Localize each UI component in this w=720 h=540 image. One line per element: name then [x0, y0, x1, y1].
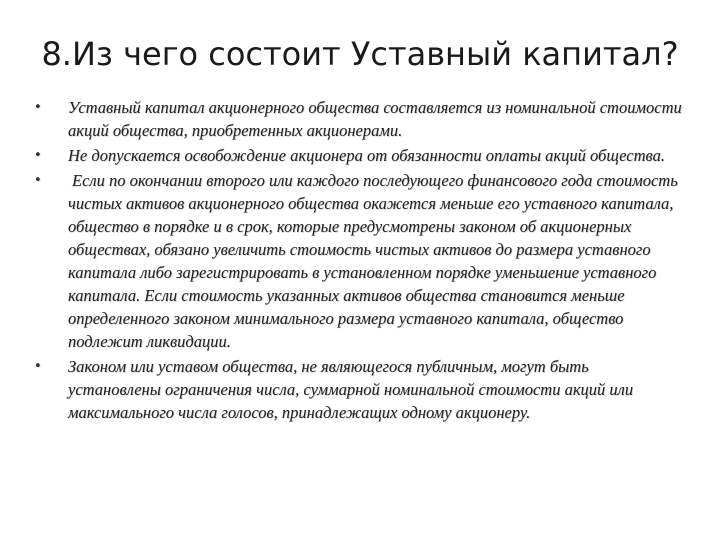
bullet-item	[34, 169, 684, 353]
bullet-text: Не допускается освобождение акционера от обязанности оплаты акций общества.	[68, 146, 665, 165]
bullet-icon: •	[34, 173, 42, 188]
bullet-icon: •	[34, 148, 42, 163]
bullet-item	[34, 144, 684, 167]
bullet-icon: •	[34, 100, 42, 115]
bullet-text: Законом или уставом общества, не являющегося публичным, могут быть установлены ограничения числа, суммарной номинальной стоимости акций или максимального числа голосов, принадлежащих одному акционеру.	[68, 357, 634, 422]
bullet-item	[34, 355, 684, 424]
bullet-text: Уставный капитал акционерного общества составляется из номинальной стоимости акций общества, приобретенных акционерами.	[68, 98, 682, 140]
bullet-list	[34, 96, 684, 426]
bullet-icon: •	[34, 359, 42, 374]
bullet-text: Если по окончании второго или каждого последующего финансового года стоимость чистых активов акционерного общества окажется меньше его уставного капитала, общество в порядке и в срок, которые предусмотрены законом об акционерных обществах, обязано увеличить стоимость чистых активов до размера уставного капитала либо зарегистрировать в установленном порядке уменьшение уставного капитала. Если стоимость указанных активов общества становится меньше определенного законом минимального размера уставного капитала, общество подлежит ликвидации.	[68, 171, 678, 351]
bullet-item	[34, 96, 684, 142]
slide-title: 8.Из чего состоит Уставный капитал?	[41, 35, 679, 73]
